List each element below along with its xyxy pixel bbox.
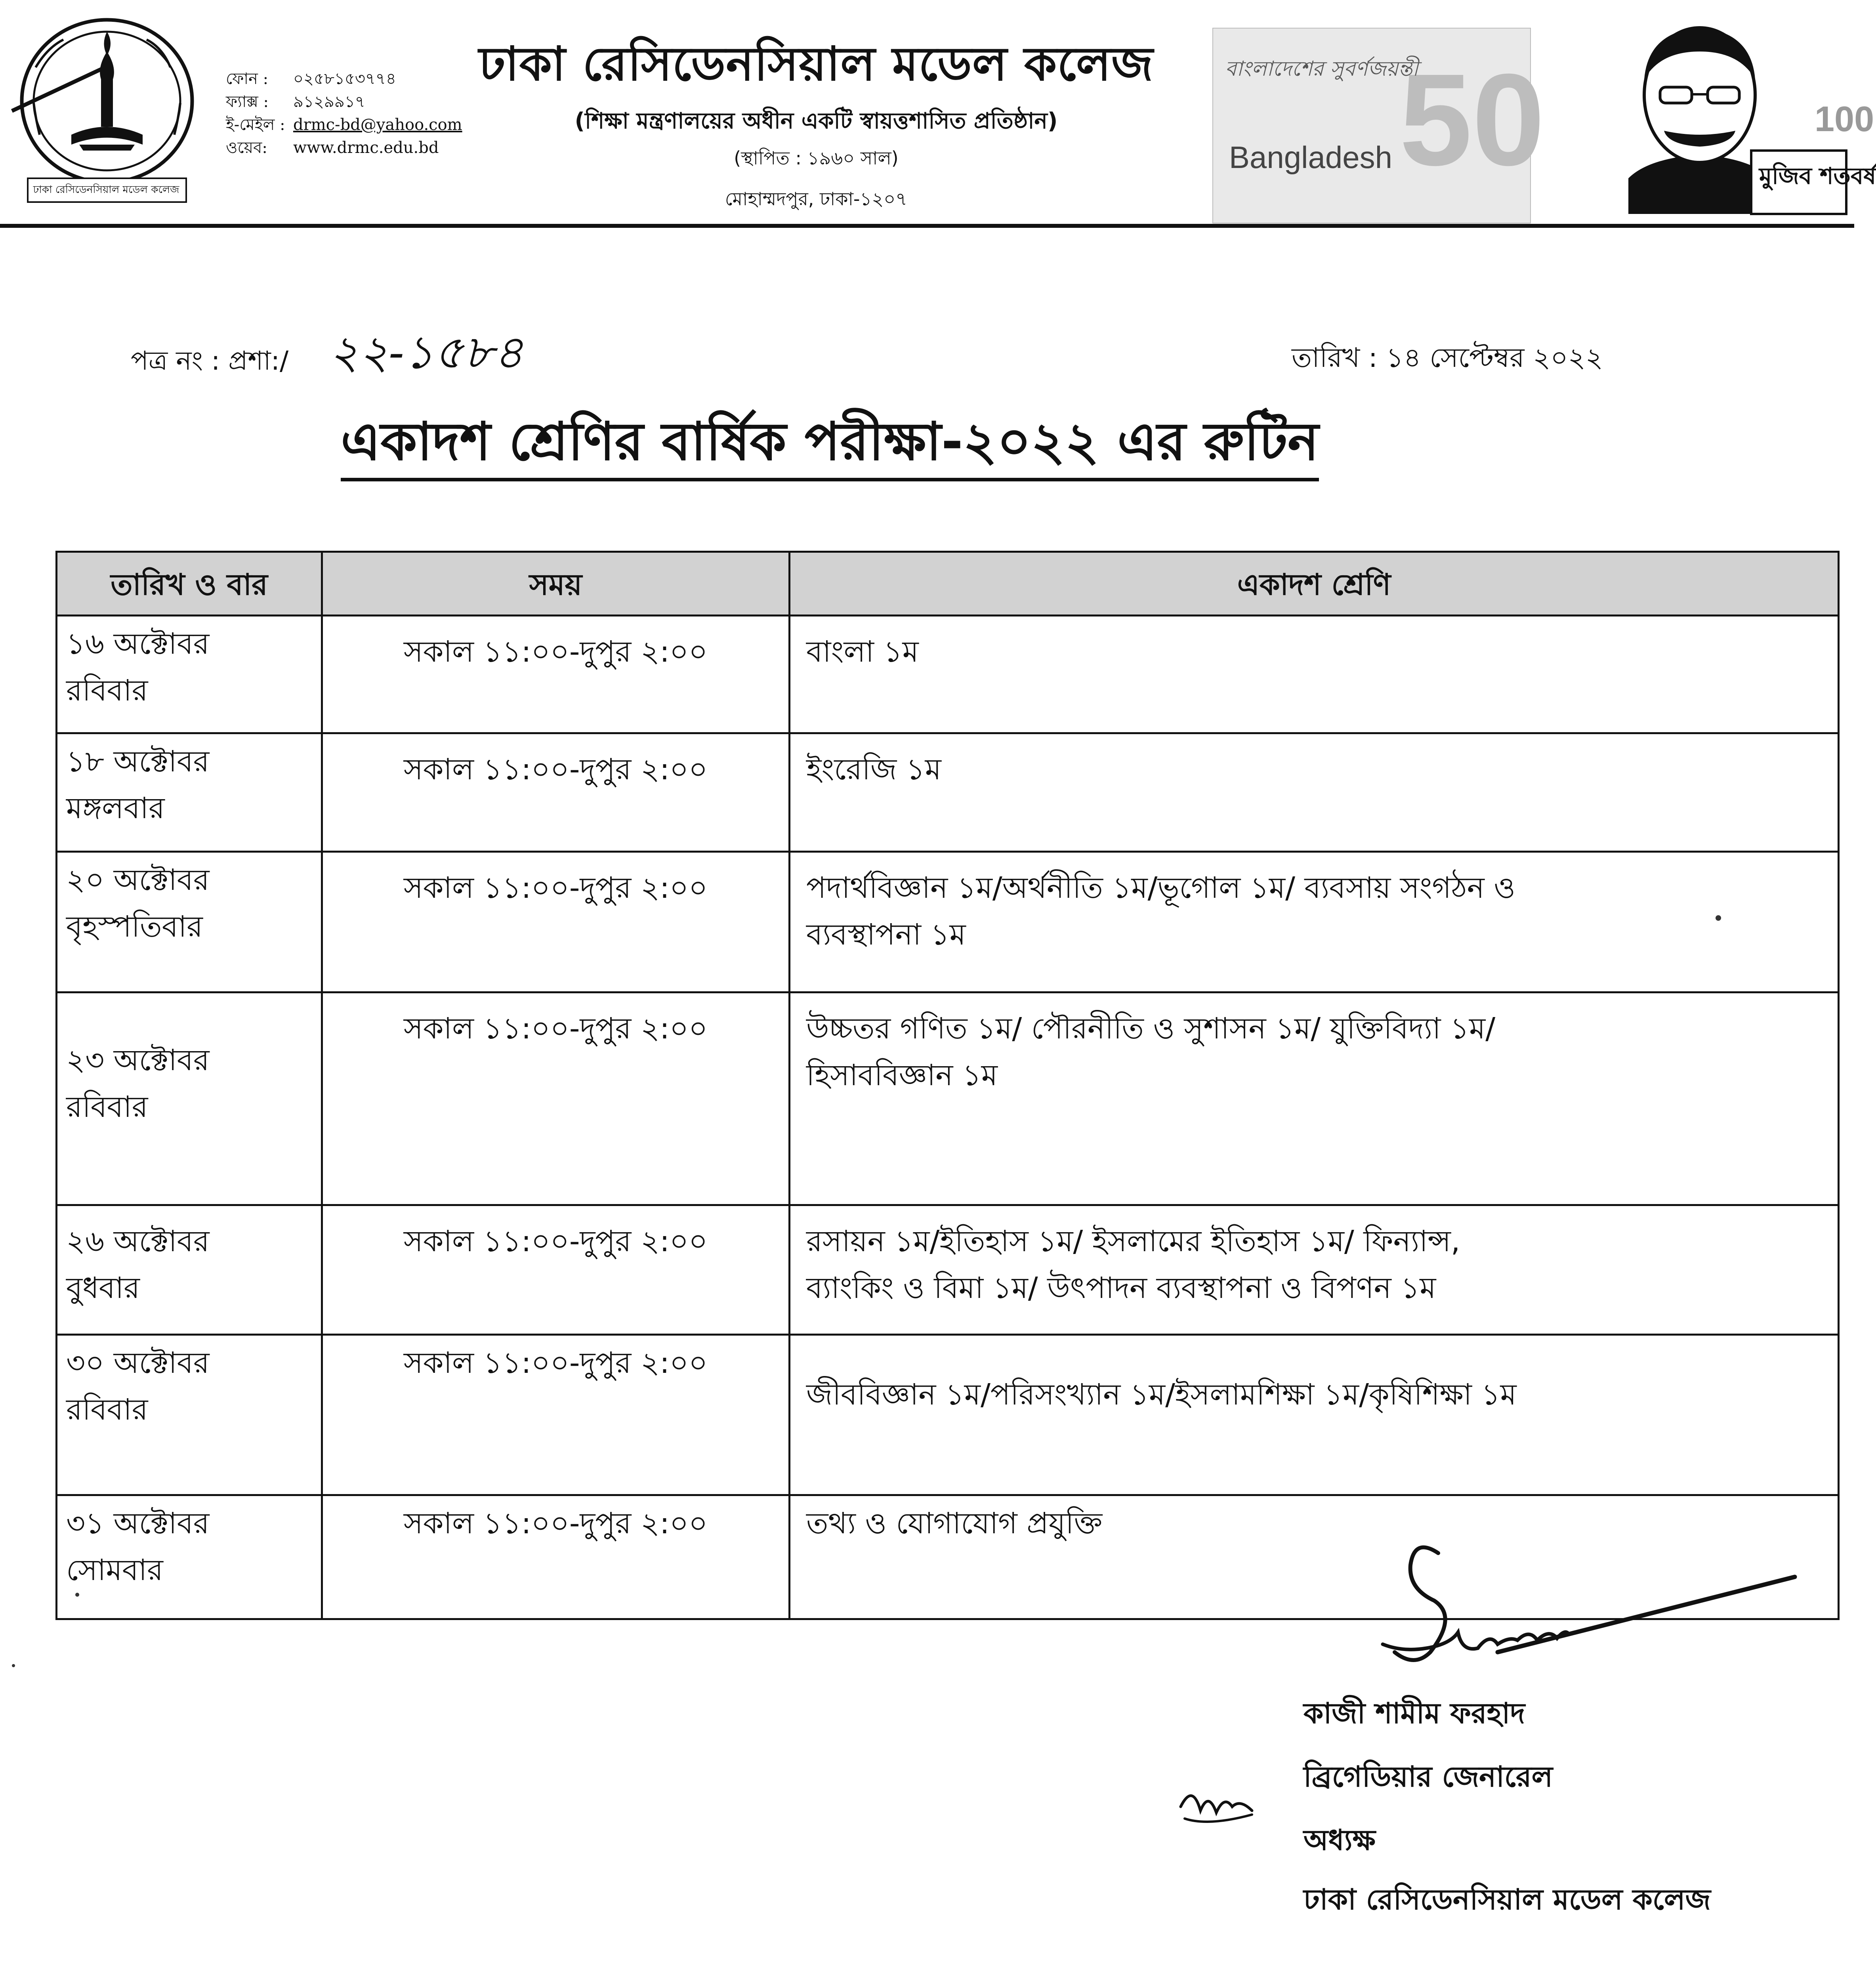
- subjects-cell: রসায়ন ১ম/ইতিহাস ১ম/ ইসলামের ইতিহাস ১ম/ ফিন্যান্স, ব্যাংকিং ও বিমা ১ম/ উৎপাদন ব্যবস্থাপনা ও বিপণন ১ম: [790, 1205, 1839, 1335]
- subjects-cell: জীববিজ্ঞান ১ম/পরিসংখ্যান ১ম/ইসলামশিক্ষা ১ম/কৃষিশিক্ষা ১ম: [790, 1335, 1839, 1495]
- table-row: [57, 852, 1839, 992]
- contact-email[interactable]: ই-মেইল : drmc-bd@yahoo.com: [226, 116, 462, 134]
- subjects-cell: বাংলা ১ম: [790, 616, 1839, 733]
- mujib-borsho-number: 100: [1815, 99, 1874, 139]
- table-row: [57, 616, 1839, 733]
- signatory-rank: ব্রিগেডিয়ার জেনারেল: [1303, 1760, 1553, 1793]
- time-cell: সকাল ১১:০০-দুপুর ২:০০: [322, 992, 790, 1205]
- signatory-college: ঢাকা রেসিডেনসিয়াল মডেল কলেজ: [1303, 1883, 1711, 1916]
- subjects-cell: ইংরেজি ১ম: [790, 733, 1839, 852]
- table-header-row: [57, 552, 1839, 616]
- date-cell: ২৬ অক্টোবর বুধবার: [57, 1205, 322, 1335]
- signatory-title: অধ্যক্ষ: [1303, 1823, 1376, 1857]
- date-cell: ৩০ অক্টোবর রবিবার: [57, 1335, 322, 1495]
- table-row: [57, 733, 1839, 852]
- subjects-cell: পদার্থবিজ্ঞান ১ম/অর্থনীতি ১ম/ভূগোল ১ম/ ব্যবসায় সংগঠন ও ব্যবস্থাপনা ১ম: [790, 852, 1839, 992]
- mujib-borsho-text: মুজিব শতবর্ষ: [1759, 162, 1876, 189]
- college-emblem-icon: [12, 8, 210, 206]
- scan-speck: [75, 1593, 79, 1597]
- time-cell: সকাল ১১:০০-দুপুর ২:০০: [322, 616, 790, 733]
- table-row: [57, 1205, 1839, 1335]
- contact-phone: ফোন : ০২৫৮১৫৩৭৭৪: [226, 70, 396, 88]
- contact-web[interactable]: ওয়েব: www.drmc.edu.bd: [226, 139, 439, 157]
- initials-mark-icon: [1173, 1775, 1268, 1834]
- date-cell: ২০ অক্টোবর বৃহস্পতিবার: [57, 852, 322, 992]
- scan-speck: [1716, 915, 1721, 921]
- contact-block: [226, 67, 462, 159]
- time-cell: সকাল ১১:০০-দুপুর ২:০০: [322, 1205, 790, 1335]
- contact-fax: ফ্যাক্স : ৯১২৯৯১৭: [226, 93, 365, 111]
- college-address: মোহাম্মদপুর, ঢাকা-১২০৭: [725, 188, 908, 210]
- table-row: [57, 992, 1839, 1205]
- date-cell: ২৩ অক্টোবর রবিবার: [57, 992, 322, 1205]
- exam-routine-table: [55, 551, 1840, 1620]
- reference-label: পত্র নং : প্রশা:/: [131, 345, 289, 376]
- golden-jubilee-50-icon: 50 বাংলাদেশের সুবর্ণজয়ন্তী Bangladesh: [1212, 28, 1531, 223]
- scan-speck: [12, 1664, 15, 1667]
- time-cell: সকাল ১১:০০-দুপুর ২:০০: [322, 733, 790, 852]
- date-cell: ১৮ অক্টোবর মঙ্গলবার: [57, 733, 322, 852]
- reference-number: ২২-১৫৮৪: [329, 326, 524, 379]
- table-row: [57, 1335, 1839, 1495]
- column-header-time: সময়: [322, 552, 790, 616]
- date-cell: ১৬ অক্টোবর রবিবার: [57, 616, 322, 733]
- subjects-cell: উচ্চতর গণিত ১ম/ পৌরনীতি ও সুশাসন ১ম/ যুক্তিবিদ্যা ১ম/ হিসাববিজ্ঞান ১ম: [790, 992, 1839, 1205]
- college-name: ঢাকা রেসিডেনসিয়াল মডেল কলেজ: [479, 36, 1154, 91]
- column-header-date: তারিখ ও বার: [57, 552, 322, 616]
- column-header-subjects: একাদশ শ্রেণি: [790, 552, 1839, 616]
- issue-date: তারিখ : ১৪ সেপ্টেম্বর ২০২২: [1292, 342, 1603, 374]
- date-cell: ৩১ অক্টোবর সোমবার: [57, 1495, 322, 1619]
- college-subtitle: (শিক্ষা মন্ত্রণালয়ের অধীন একটি স্বায়ত্তশাসিত প্রতিষ্ঠান): [574, 108, 1058, 134]
- time-cell: সকাল ১১:০০-দুপুর ২:০০: [322, 852, 790, 992]
- logo-caption: ঢাকা রেসিডেনসিয়াল মডেল কলেজ: [33, 184, 179, 196]
- page-title: একাদশ শ্রেণির বার্ষিক পরীক্ষা-২০২২ এর রুটিন: [341, 408, 1319, 481]
- time-cell: সকাল ১১:০০-দুপুর ২:০০: [322, 1335, 790, 1495]
- college-established: (স্থাপিত : ১৯৬০ সাল): [734, 147, 899, 169]
- time-cell: সকাল ১১:০০-দুপুর ২:০০: [322, 1495, 790, 1619]
- signatory-name: কাজী শামীম ফরহাদ: [1303, 1697, 1525, 1730]
- header-divider: [0, 224, 1854, 228]
- handwritten-signature-icon: [1379, 1533, 1799, 1692]
- subjects-cell: তথ্য ও যোগাযোগ প্রযুক্তি: [790, 1495, 1839, 1619]
